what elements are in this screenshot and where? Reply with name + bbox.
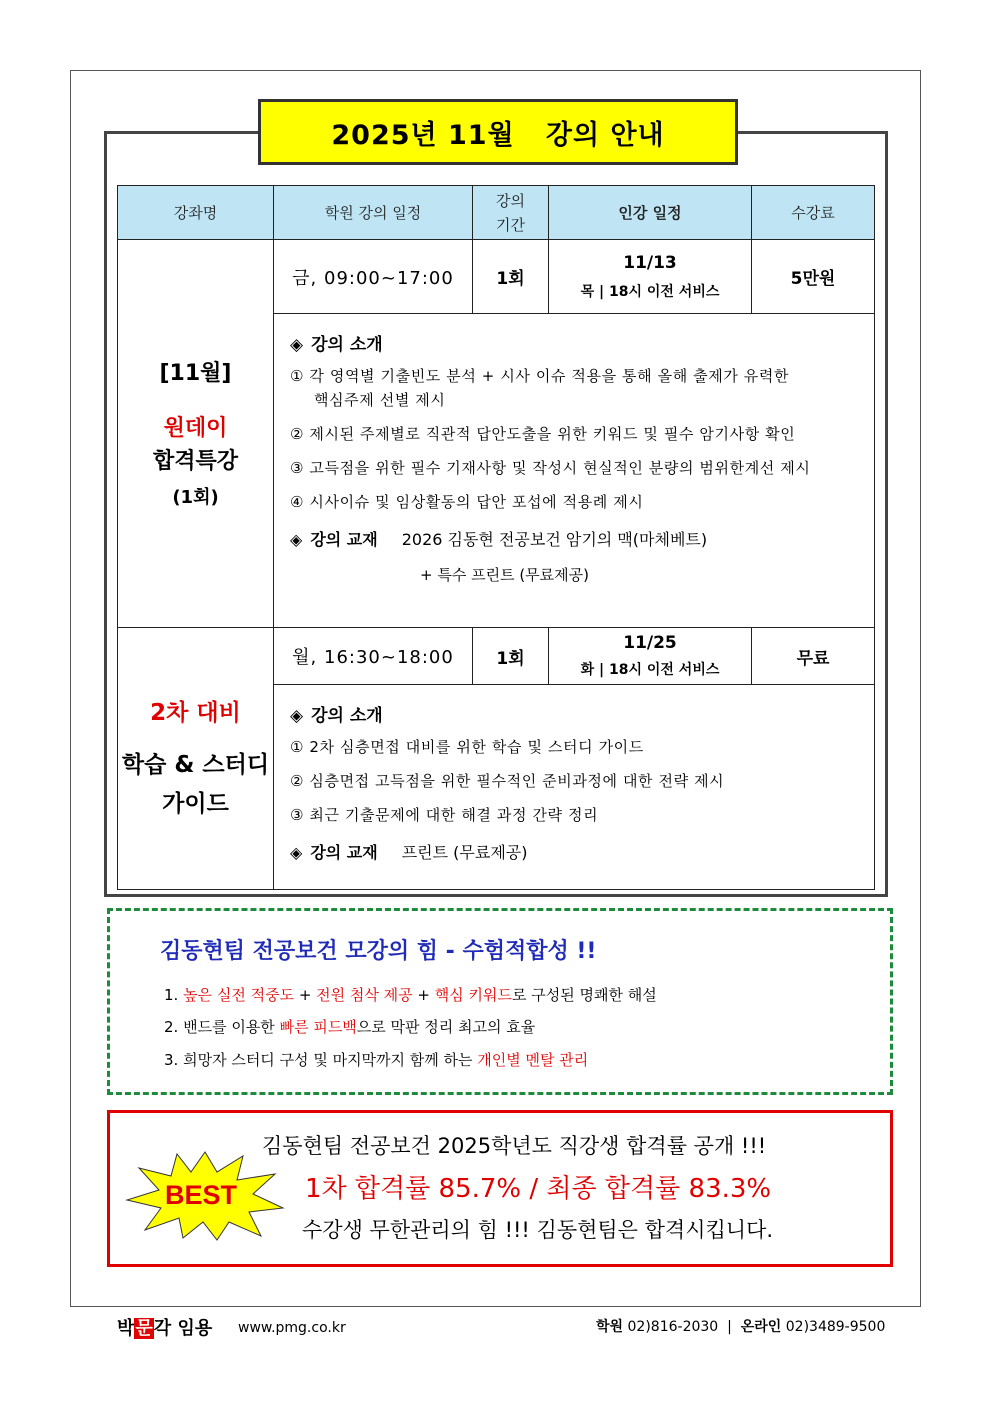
intro-item: ② 제시된 주제별로 직관적 답안도출을 위한 키워드 및 필수 암기사항 확인 [290, 425, 796, 443]
intro-item: ② 심층면접 고득점을 위한 필수적인 준비과정에 대한 전략 제시 [290, 772, 725, 790]
textbook-title: 2026 김동현 전공보건 암기의 맥(마체베트) [401, 530, 708, 549]
diamond-bullet-icon: ◈ [290, 706, 304, 726]
strength-item [164, 1016, 535, 1037]
header-course-name: 강좌명 [118, 186, 274, 240]
course-tag: 2차 대비 [150, 699, 241, 726]
header-period: 강의 기간 [473, 186, 549, 240]
diamond-bullet-icon: ◈ [290, 530, 303, 549]
header-academy-schedule: 학원 강의 일정 [274, 186, 473, 240]
table-row [118, 628, 875, 685]
strength-text: + [412, 986, 435, 1004]
online-schedule [549, 240, 752, 314]
page-title: 2025년 11월 강의 안내 [258, 99, 738, 165]
strength-number: 2. [164, 1018, 184, 1036]
academy-schedule: 금, 09:00~17:00 [274, 240, 473, 314]
strengths-title: 김동현팀 전공보건 모강의 힘 - 수험적합성 !! [160, 939, 597, 964]
lecture-table [117, 185, 875, 890]
strength-item [164, 984, 657, 1005]
course-name-cell [118, 240, 274, 628]
course-description [274, 685, 875, 890]
strength-highlight: 전원 첨삭 제공 [316, 986, 413, 1004]
pass-rate-intro: 김동현팀 전공보건 2025학년도 직강생 합격률 공개 !!! [262, 1134, 767, 1158]
course-month: [11월] [159, 360, 232, 386]
online-note: 화 | 18시 이전 서비스 [580, 662, 720, 678]
intro-item: ④ 시사이슈 및 임상활동의 답안 포섭에 적용례 제시 [290, 493, 644, 511]
academy-schedule: 월, 16:30~18:00 [274, 628, 473, 685]
intro-heading: ◈ 강의 소개 [290, 335, 383, 355]
strength-highlight: 빠른 피드백 [279, 1018, 357, 1036]
strength-text: 밴드를 이용한 [183, 1018, 280, 1036]
strength-number: 1. [164, 986, 184, 1004]
header-fee: 수강료 [752, 186, 875, 240]
online-date: 11/13 [623, 252, 677, 273]
intro-item: ① 각 영역별 기출빈도 분석 + 시사 이슈 적용을 통해 올해 출제가 유력한 [290, 367, 790, 385]
course-fee: 무료 [752, 628, 875, 685]
contact-info: 학원 02)816-2030 | 온라인 02)3489-9500 [596, 1319, 886, 1335]
course-title: 학습 & 스터디 [121, 752, 270, 779]
strength-highlight: 높은 실전 적중도 [183, 986, 295, 1004]
strength-number: 3. [164, 1051, 184, 1069]
textbook-extra: + 특수 프린트 (무료제공) [420, 566, 589, 584]
diamond-bullet-icon: ◈ [290, 335, 304, 355]
best-star-badge [125, 1150, 285, 1242]
strength-highlight: 핵심 키워드 [434, 986, 512, 1004]
publisher-logo: 박문각 임용 [117, 1318, 213, 1339]
textbook-line: ◈ 강의 교재 2026 김동현 전공보건 암기의 맥(마체베트) [290, 530, 708, 549]
course-count: (1회) [172, 486, 219, 508]
website-url[interactable]: www.pmg.co.kr [238, 1320, 346, 1336]
course-title-2: 가이드 [162, 790, 229, 817]
intro-item: ③ 최근 기출문제에 대한 해결 과정 간략 정리 [290, 806, 599, 824]
pass-rate-slogan: 수강생 무한관리의 힘 !!! 김동현팀은 합격시킵니다. [302, 1218, 774, 1242]
intro-heading: ◈ 강의 소개 [290, 706, 383, 726]
course-period: 1회 [473, 240, 549, 314]
course-description [274, 314, 875, 628]
strength-item [164, 1049, 588, 1070]
pass-rate-figures: 1차 합격률 85.7% / 최종 합격률 83.3% [305, 1174, 772, 1204]
course-tag: 원데이 [163, 415, 228, 441]
course-title: 합격특강 [152, 448, 238, 474]
table-row [118, 240, 875, 314]
intro-item: 핵심주제 선별 제시 [314, 391, 446, 409]
strength-text: 희망자 스터디 구성 및 마지막까지 함께 하는 [183, 1051, 478, 1069]
intro-item: ③ 고득점을 위한 필수 기재사항 및 작성시 현실적인 분량의 범위한계선 제시 [290, 459, 811, 477]
diamond-bullet-icon: ◈ [290, 843, 303, 862]
best-label: BEST [164, 1180, 238, 1210]
textbook-title: 프린트 (무료제공) [401, 843, 528, 862]
table-header-row [118, 186, 875, 240]
strength-text: + [294, 986, 317, 1004]
online-note: 목 | 18시 이전 서비스 [580, 283, 720, 300]
online-date: 11/25 [623, 633, 677, 653]
course-period: 1회 [473, 628, 549, 685]
intro-item: ① 2차 심층면접 대비를 위한 학습 및 스터디 가이드 [290, 738, 644, 756]
strength-highlight: 개인별 멘탈 관리 [477, 1051, 589, 1069]
strength-text: 로 구성된 명쾌한 해설 [511, 986, 657, 1004]
header-online-schedule: 인강 일정 [549, 186, 752, 240]
course-fee: 5만원 [752, 240, 875, 314]
strength-text: 으로 막판 정리 최고의 효율 [356, 1018, 536, 1036]
textbook-line: ◈ 강의 교재 프린트 (무료제공) [290, 843, 528, 862]
online-schedule [549, 628, 752, 685]
course-name-cell [118, 628, 274, 890]
